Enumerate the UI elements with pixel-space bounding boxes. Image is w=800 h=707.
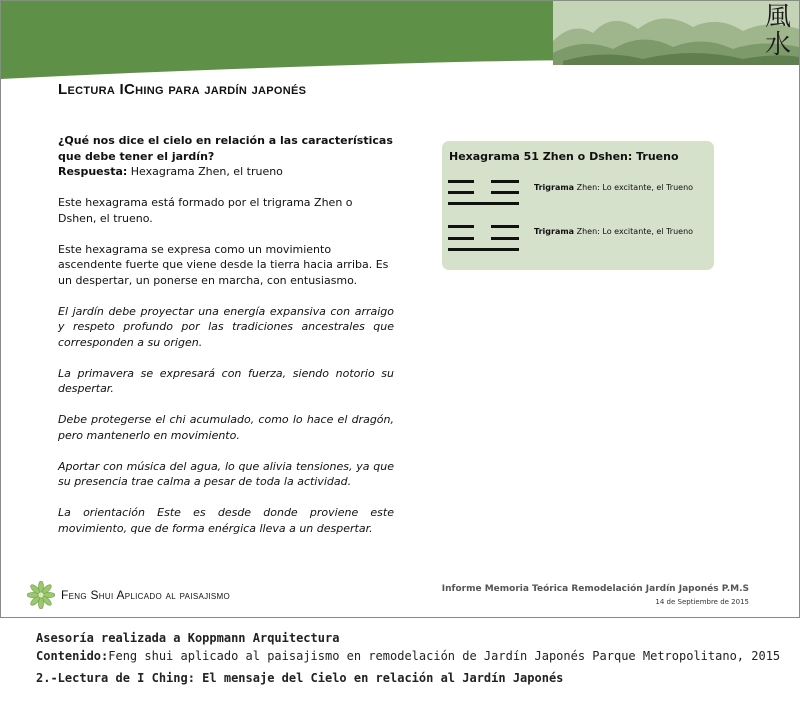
trigram-lower-line-2-right	[491, 237, 519, 240]
footer-date: 14 de Septiembre de 2015	[655, 598, 749, 606]
question-text: ¿Qué nos dice el cielo en relación a las características que debe tener el jardín?	[58, 134, 393, 163]
trigram-lower-label	[534, 227, 693, 236]
hexagram-box	[442, 141, 714, 270]
trigram-lower-description: Zhen: Lo excitante, el Trueno	[574, 227, 694, 236]
trigram-upper-label	[534, 183, 693, 192]
body-text	[58, 133, 394, 552]
caption-line-3	[36, 671, 563, 685]
trigram-upper-label-word: Trigrama	[534, 183, 575, 192]
caption-line-1	[36, 631, 339, 645]
footer-report-title: Informe Memoria Teórica Remodelación Jardín Japonés P.M.S	[441, 584, 749, 594]
paragraph-1: Este hexagrama está formado por el trigrama Zhen o Dshen, el trueno.	[58, 196, 353, 225]
trigram-lower-line-1-left	[448, 225, 474, 228]
caption-line-3-text: 2.-Lectura de I Ching: El mensaje del Cielo en relación al Jardín Japonés	[36, 671, 564, 685]
paragraph-6: Aportar con música del agua, lo que alivia tensiones, ya que su presencia trae calma a pesar de toda la actividad.	[58, 459, 394, 488]
trigram-upper-line-1-right	[491, 180, 519, 183]
trigram-upper-line-1-left	[448, 180, 474, 183]
response-line	[58, 164, 394, 180]
feng-shui-kanji: 風水	[764, 2, 791, 60]
response-value: Hexagrama Zhen, el trueno	[127, 165, 283, 178]
trigram-upper-description: Zhen: Lo excitante, el Trueno	[574, 183, 694, 192]
footer-title: Feng Shui Aplicado al paisajismo	[61, 588, 231, 602]
caption-line-2-label: Contenido:	[36, 649, 109, 663]
trigram-lower-line-2-left	[448, 237, 474, 240]
trigram-lower-line-1-right	[491, 225, 519, 228]
trigram-upper-line-3-solid	[448, 202, 519, 205]
page-title: Lectura IChing para jardín japonés	[58, 81, 307, 98]
caption-line-1-text: Asesoría realizada a Koppmann Arquitectura	[36, 631, 340, 645]
hexagram-title: Hexagrama 51 Zhen o Dshen: Trueno	[449, 150, 679, 163]
trigram-upper-line-2-right	[491, 191, 519, 194]
trigram-lower-line-3-solid	[448, 248, 519, 251]
trigram-lower-label-word: Trigrama	[534, 227, 575, 236]
paragraph-2: Este hexagrama se expresa como un movimiento ascendente fuerte que viene desde la tierra hacia arriba. Es un despertar, un ponerse en marcha, con entusiasmo.	[58, 242, 389, 287]
paragraph-4: La primavera se expresará con fuerza, siendo notorio su despertar.	[58, 366, 394, 395]
caption-line-2-value: Feng shui aplicado al paisajismo en remodelación de Jardín Japonés Parque Metropolitano, 2015	[108, 649, 781, 663]
paragraph-5: Debe protegerse el chi acumulado, como lo hace el dragón, pero mantenerlo en movimiento.	[58, 413, 394, 442]
caption-line-2	[36, 649, 780, 663]
paragraph-7: La orientación Este es desde donde proviene este movimiento, que de forma enérgica lleva a un despertar.	[58, 506, 394, 535]
trigram-upper-line-2-left	[448, 191, 474, 194]
paragraph-3: El jardín debe proyectar una energía expansiva con arraigo y respeto profundo por las tradiciones ancestrales que corresponden a su origen.	[58, 304, 394, 349]
response-label: Respuesta:	[58, 165, 128, 178]
lotus-flower-icon	[27, 581, 55, 609]
